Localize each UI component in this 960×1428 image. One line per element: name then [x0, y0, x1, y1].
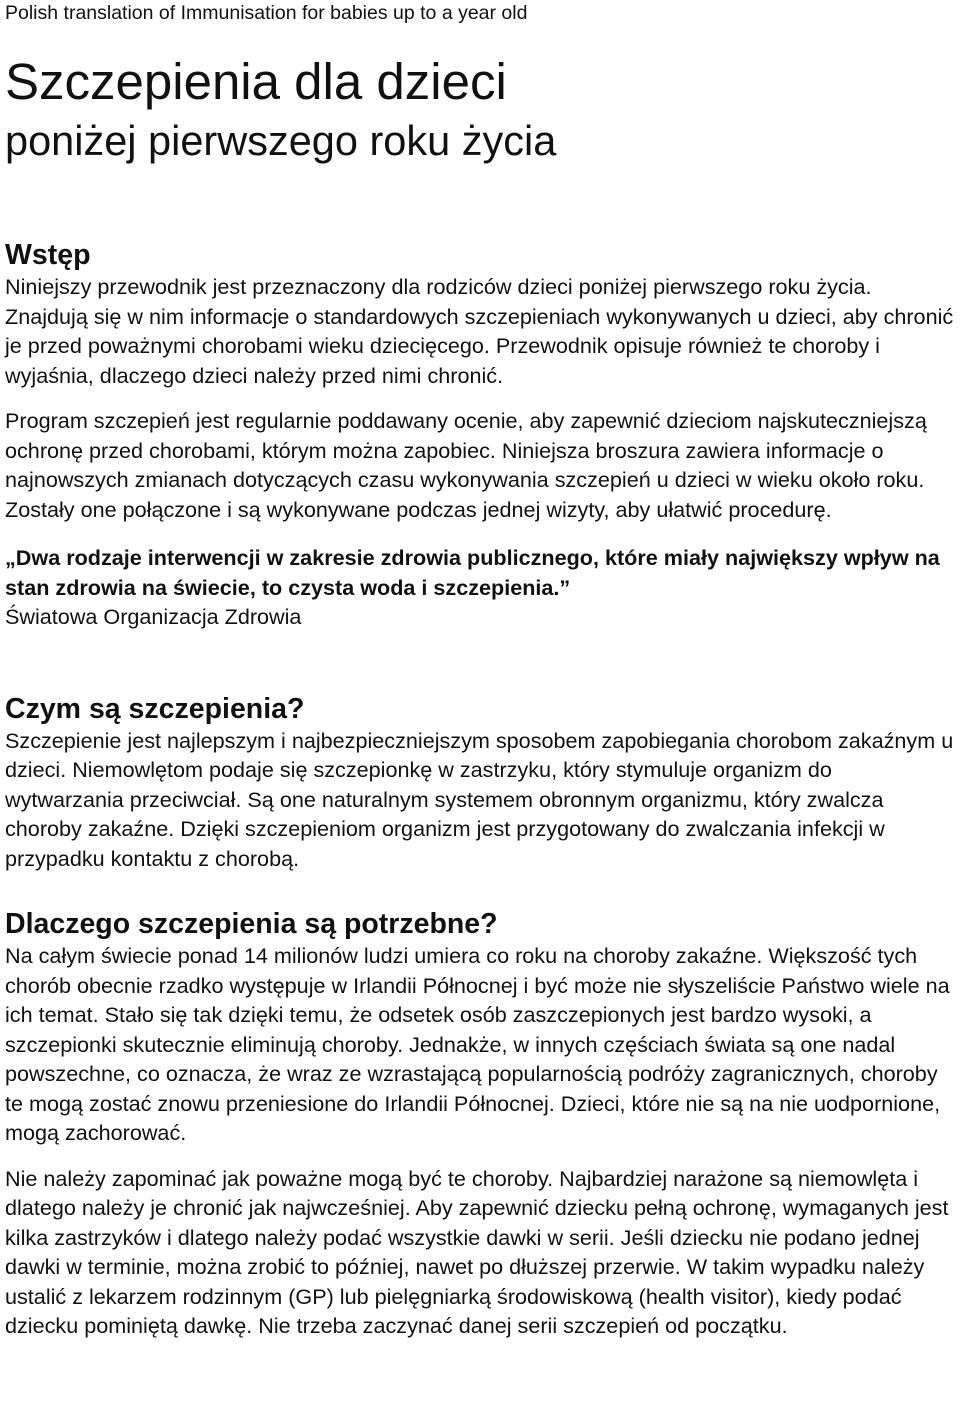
intro-paragraph-2: Program szczepień jest regularnie poddawany ocenie, aby zapewnić dzieciom najskuteczniejszą ochronę przed chorobami, którym można zapobiec. Niniejsza broszura zawiera informacje o najnowszych zmianach dotyczących czasu wykonywania szczepień u dzieci w wieku około roku. Zostały one połączone i są wykonywane podczas jednej wizyty, aby ułatwić procedurę.: [5, 408, 927, 522]
section-what: [5, 692, 954, 874]
section-heading-intro: Wstęp: [5, 239, 91, 271]
who-quote: [5, 543, 954, 632]
why-paragraph-1: Na całym świecie ponad 14 milionów ludzi umiera co roku na choroby zakaźne. Większość tych chorób obecnie rzadko występuje w Irlandii Północnej i być może nie słyszeliście Państwo wiele na ich temat. Stało się tak dzięki temu, że odsetek osób zaszczepionych jest bardzo wysoki, a szczepionki skutecznie eliminują choroby. Jednakże, w innych częściach świata są one nadal powszechne, co oznacza, że wraz ze wzrastającą popularnością podróży zagranicznych, choroby te mogą zostać znowu przeniesione do Irlandii Północnej. Dzieci, które nie są na nie uodpornione, mogą zachorować.: [5, 943, 950, 1145]
section-intro: [5, 238, 954, 632]
page-title-subtitle: poniżej pierwszego roku życia: [5, 117, 557, 164]
page-title: [5, 55, 954, 170]
quote-text: „Dwa rodzaje interwencji w zakresie zdrowia publicznego, które miały największy wpływ na stan zdrowia na świecie, to czysta woda i szczepienia.”: [5, 545, 940, 600]
page-title-main: Szczepienia dla dzieci: [5, 53, 507, 110]
what-paragraph-1: Szczepienie jest najlepszym i najbezpieczniejszym sposobem zapobiegania chorobom zakaźnym u dzieci. Niemowlętom podaje się szczepionkę w zastrzyku, który stymuluje organizm do wytwarzania przeciwciał. Są one naturalnym systemem obronnym organizmu, który zwalcza choroby zakaźne. Dzięki szczepieniom organizm jest przygotowany do zwalczania infekcji w przypadku kontaktu z chorobą.: [5, 727, 954, 871]
section-heading-why: Dlaczego szczepienia są potrzebne?: [5, 908, 498, 940]
why-paragraph-2: Nie należy zapominać jak poważne mogą być te choroby. Najbardziej narażone są niemowlęta i dlatego należy je chronić jak najwcześniej. Aby zapewnić dziecku pełną ochronę, wymaganych jest kilka zastrzyków i dlatego należy podać wszystkie dawki w serii. Jeśli dziecku nie podano jednej dawki w terminie, można zrobić to później, nawet po dłuższej przerwie. W takim wypadku należy ustalić z lekarzem rodzinnym (GP) lub pielęgniarką środowiskową (health visitor), kiedy podać dziecku pominiętą dawkę. Nie trzeba zaczynać danej serii szczepień od początku.: [5, 1165, 949, 1338]
section-heading-what: Czym są szczepienia?: [5, 692, 305, 725]
quote-source: Światowa Organizacja Zdrowia: [5, 604, 302, 629]
section-why: [5, 907, 954, 1341]
intro-paragraph-1: Niniejszy przewodnik jest przeznaczony dla rodziców dzieci poniżej pierwszego roku życia. Znajdują się w nim informacje o standardowych szczepieniach wykonywanych u dzieci, aby chronić je przed poważnymi chorobami wieku dziecięcego. Przewodnik opisuje również te choroby i wyjaśnia, dlaczego dzieci należy przed nimi chronić.: [5, 274, 954, 388]
translation-note: Polish translation of Immunisation for babies up to a year old: [5, 2, 528, 24]
